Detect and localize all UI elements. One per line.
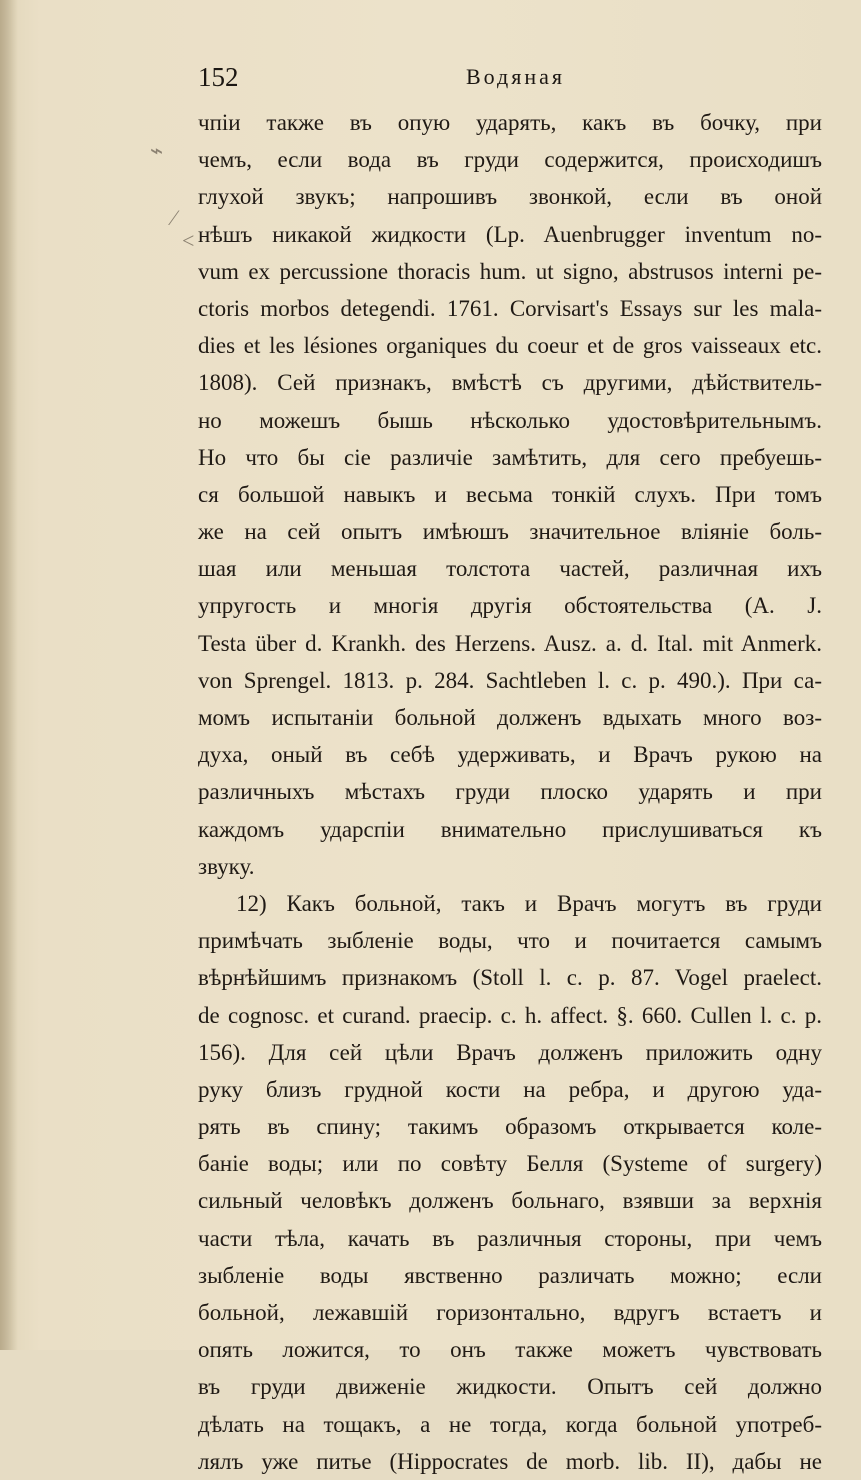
margin-pencil-mark: ⁄ (172, 205, 176, 230)
text-line: опять ложится, то онъ также можетъ чувствовать (198, 1337, 822, 1363)
text-line: 12) Какъ больной, такъ и Врачъ могутъ въ груди (236, 890, 822, 916)
text-line: руку близъ грудной кости на ребра, и другою уда- (198, 1076, 822, 1102)
text-line: vum ex percussione thoracis hum. ut signo, abstrusos interni pe- (198, 258, 822, 284)
text-line: Testa über d. Krankh. des Herzens. Ausz. a. d. Ital. mit Anmerk. (198, 630, 822, 656)
text-line: 156). Для сей цѣли Врачъ долженъ приложить одну (198, 1039, 822, 1065)
text-line: различныхъ мѣстахъ груди плоско ударять и при (198, 779, 822, 805)
text-line: чемъ, если вода въ груди содержится, происходишъ (198, 147, 822, 173)
text-line: каждомъ ударспіи внимательно прислушиваться къ (198, 816, 822, 842)
text-line: дѣлать на тощакъ, а не тогда, когда больной употреб- (198, 1411, 822, 1437)
text-line: же на сей опытъ имѣюшъ значительное вліяніе боль- (198, 519, 822, 545)
text-line: рять въ спину; такимъ образомъ открывается коле- (198, 1114, 822, 1140)
text-line: момъ испытаніи больной долженъ вдыхать много воз- (198, 705, 822, 730)
text-line: больной, лежавшій горизонтально, вдругъ встаетъ и (198, 1300, 822, 1325)
text-line: ся большой навыкъ и весьма тонкій слухъ. При томъ (198, 481, 822, 507)
text-line: части тѣла, качать въ различныя стороны, при чемъ (198, 1225, 822, 1251)
page-number: 152 (198, 62, 239, 92)
text-line: зыбленіе воды явственно различать можно; если (198, 1262, 822, 1288)
text-line: звуку. (198, 853, 255, 879)
body-text (198, 104, 822, 1480)
page-fold-shadow (0, 0, 18, 1350)
margin-pencil-mark: ⌁ (150, 138, 164, 163)
text-line: нѣшъ никакой жидкости (Lp. Auenbrugger inventum no- (198, 221, 822, 247)
text-line: но можешъ бышь нѣсколько удостовѣрительнымъ. (198, 407, 822, 433)
text-line: примѣчать зыбленіе воды, что и почитается самымъ (198, 928, 822, 954)
text-line: шая или меньшая толстота частей, различная ихъ (198, 556, 822, 582)
page-header (198, 62, 820, 98)
text-line: баніе воды; или по совѣту Белля (Systeme of surgery) (198, 1151, 822, 1177)
text-line: dies et les lésiones organiques du coeur et de gros vaisseaux etc. (198, 333, 822, 359)
text-line: Но что бы сіе различіе замѣтить, для сего пребуешь- (198, 444, 822, 470)
text-line: въ груди движеніе жидкости. Опытъ сей должно (198, 1374, 822, 1400)
text-line: духа, оный въ себѣ удерживать, и Врачъ рукою на (198, 742, 822, 768)
running-head: Водяная (466, 64, 566, 89)
text-line: 1808). Сей признакъ, вмѣстѣ съ другими, дѣйствитель- (198, 370, 822, 396)
text-line: ctoris morbos detegendi. 1761. Corvisart's Essays sur les mala- (198, 295, 822, 321)
text-line: вѣрнѣйшимъ признакомъ (Stoll l. c. p. 87. Vogel praelect. (198, 965, 822, 991)
margin-pencil-mark: < (182, 228, 195, 253)
text-line: сильный человѣкъ долженъ больнаго, взявши за верхнія (198, 1188, 822, 1214)
text-line: упругость и многія другія обстоятельства (A. J. (198, 593, 822, 619)
text-line: лялъ уже питье (Hippocrates de morb. lib. II), дабы не (198, 1448, 822, 1474)
text-line: глухой звукъ; напрошивъ звонкой, если въ оной (198, 184, 822, 210)
text-line: von Sprengel. 1813. p. 284. Sachtleben l. c. p. 490.). При са- (198, 667, 822, 693)
text-line: чпіи также въ опую ударять, какъ въ бочку, при (198, 110, 822, 135)
text-line: de cognosc. et curand. praecip. c. h. affect. §. 660. Cullen l. c. p. (198, 1002, 822, 1028)
